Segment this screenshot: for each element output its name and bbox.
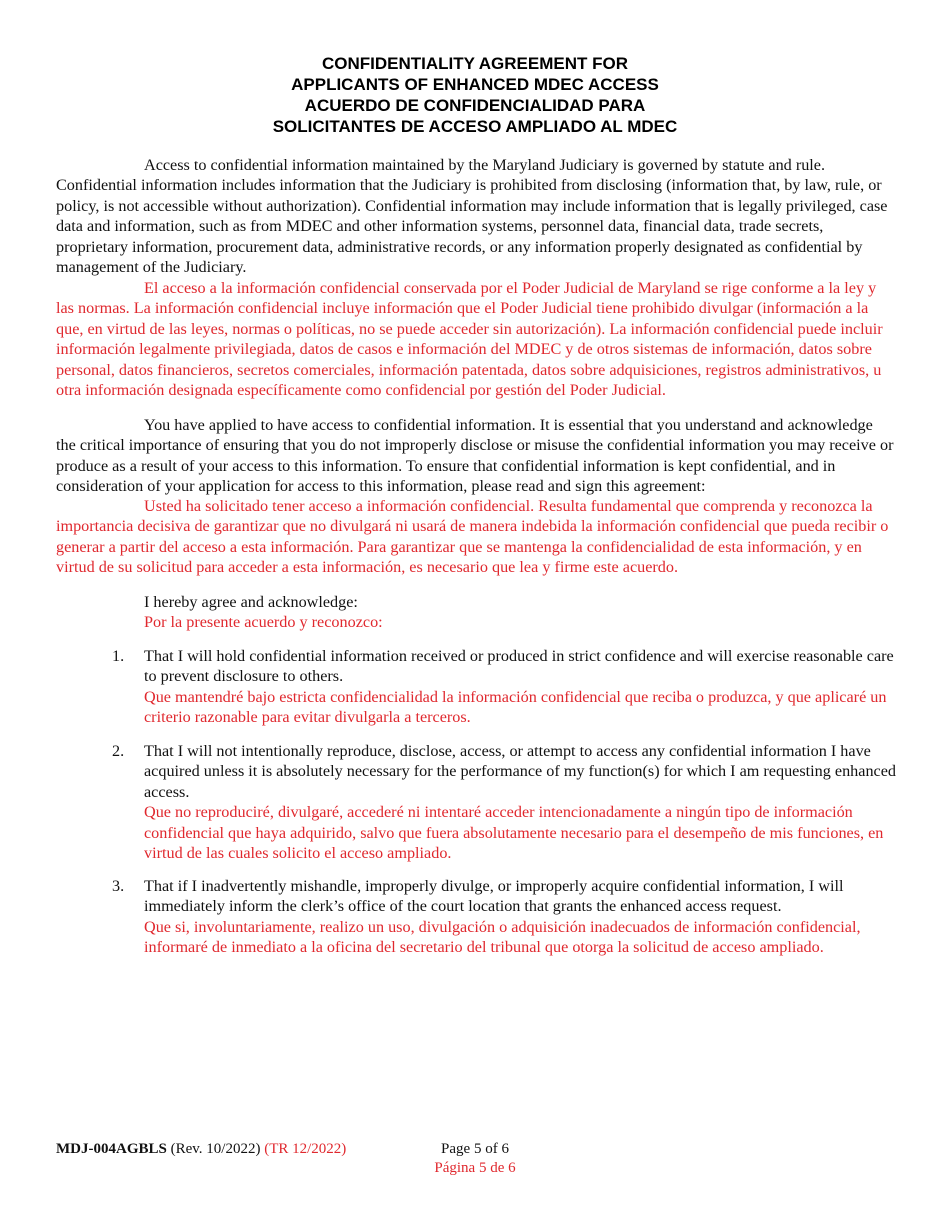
form-translation-revision: (TR 12/2022) — [264, 1141, 347, 1157]
list-item-text-es: Que mantendré bajo estricta confidencialidad la información confidencial que reciba o produzca, y que aplicaré un criterio razonable para evitar divulgarla a terceros. — [144, 687, 887, 727]
list-item-number: 2. — [112, 742, 125, 760]
title-en-line2: APPLICANTS OF ENHANCED MDEC ACCESS — [291, 75, 659, 94]
form-revision: (Rev. 10/2022) — [170, 1141, 261, 1157]
list-item-text-en: That if I inadvertently mishandle, improperly divulge, or improperly acquire confidential information, I will immediately inform the clerk’s office of the court location that grants the enhanced access request. — [144, 877, 844, 916]
applied-paragraph-es: Usted ha solicitado tener acceso a información confidencial. Resulta fundamental que comprenda y reconozca la importancia decisiva de garantizar que no divulgará ni usará de manera indebida la información confidencial que pueda recibir o generar a partir del acceso a esta información. Para garantizar que se mantenga la confidencialidad de esta información, y en virtud de su solicitud para acceder a esta información, es necesario que lea y firme este acuerdo. — [56, 497, 889, 577]
page-number-en: Page 5 of 6 — [441, 1141, 509, 1157]
page-number-es: Página 5 de 6 — [434, 1160, 516, 1176]
title-es-line1: ACUERDO DE CONFIDENCIALIDAD PARA — [304, 96, 646, 115]
intro-paragraph-es: El acceso a la información confidencial conservada por el Poder Judicial de Maryland se rige conforme a la ley y las normas. La información confidencial incluye información que el Poder Judicial tiene prohibido divulgar (información a la que, en virtud de las leyes, normas o políticas, no se puede acceder sin autorización). La información confidencial puede incluir información legalmente privilegiada, datos de casos e información del MDEC y de otros sistemas de información, datos sobre personal, datos financieros, secretos comerciales, información patentada, datos sobre adquisiciones, registros administrativos, u otra información designada específicamente como confidencial por gestión del Poder Judicial. — [56, 279, 883, 400]
list-item-text-es: Que si, involuntariamente, realizo un uso, divulgación o adquisición inadecuados de información confidencial, informaré de inmediato a la oficina del secretario del tribunal que otorga la solicitud de acceso ampliado. — [144, 917, 861, 957]
agree-statement-es: Por la presente acuerdo y reconozco: — [144, 613, 383, 631]
list-item-number: 3. — [112, 877, 125, 895]
list-item-text-en: That I will hold confidential information received or produced in strict confidence and will exercise reasonable care to prevent disclosure to others. — [144, 647, 894, 686]
list-item-text-en: That I will not intentionally reproduce, disclose, access, or attempt to access any confidential information I have acquired unless it is absolutely necessary for the performance of my function(s) for which I am requesting enhanced access. — [144, 742, 897, 801]
list-item-number: 1. — [112, 647, 125, 665]
title-es-line2: SOLICITANTES DE ACCESO AMPLIADO AL MDEC — [272, 117, 678, 136]
agree-statement-en: I hereby agree and acknowledge: — [144, 593, 358, 611]
page-number — [400, 1140, 550, 1178]
form-identifier — [56, 1140, 346, 1159]
document-title — [0, 53, 950, 137]
list-item-text-es: Que no reproduciré, divulgaré, accederé ni intentaré acceder intencionadamente a ningún tipo de información confidencial que haya adquirido, salvo que fuera absolutamente necesario para el desempeño de mis funciones, en virtud de las cuales solicito el acceso ampliado. — [144, 803, 884, 863]
applied-paragraph-en: You have applied to have access to confidential information. It is essential that you understand and acknowledge the critical importance of ensuring that you do not improperly disclose or misuse the confidential information you may receive or produce as a result of your access to this information. To ensure that confidential information is kept confidential, and in consideration of your application for access to this information, please read and sign this agreement: — [56, 416, 894, 496]
form-id: MDJ-004AGBLS — [56, 1141, 167, 1157]
intro-paragraph-en: Access to confidential information maintained by the Maryland Judiciary is governed by statute and rule. Confidential information includes information that the Judiciary is prohibited from disclosing (information that, by law, rule, or policy, is not accessible without authorization). Confidential information may include information that is legally privileged, case data and information, such as from MDEC and other information systems, personnel data, financial data, trade secrets, proprietary information, procurement data, administrative records, or any information properly designated as confidential by management of the Judiciary. — [56, 156, 888, 277]
title-en-line1: CONFIDENTIALITY AGREEMENT FOR — [322, 54, 628, 73]
